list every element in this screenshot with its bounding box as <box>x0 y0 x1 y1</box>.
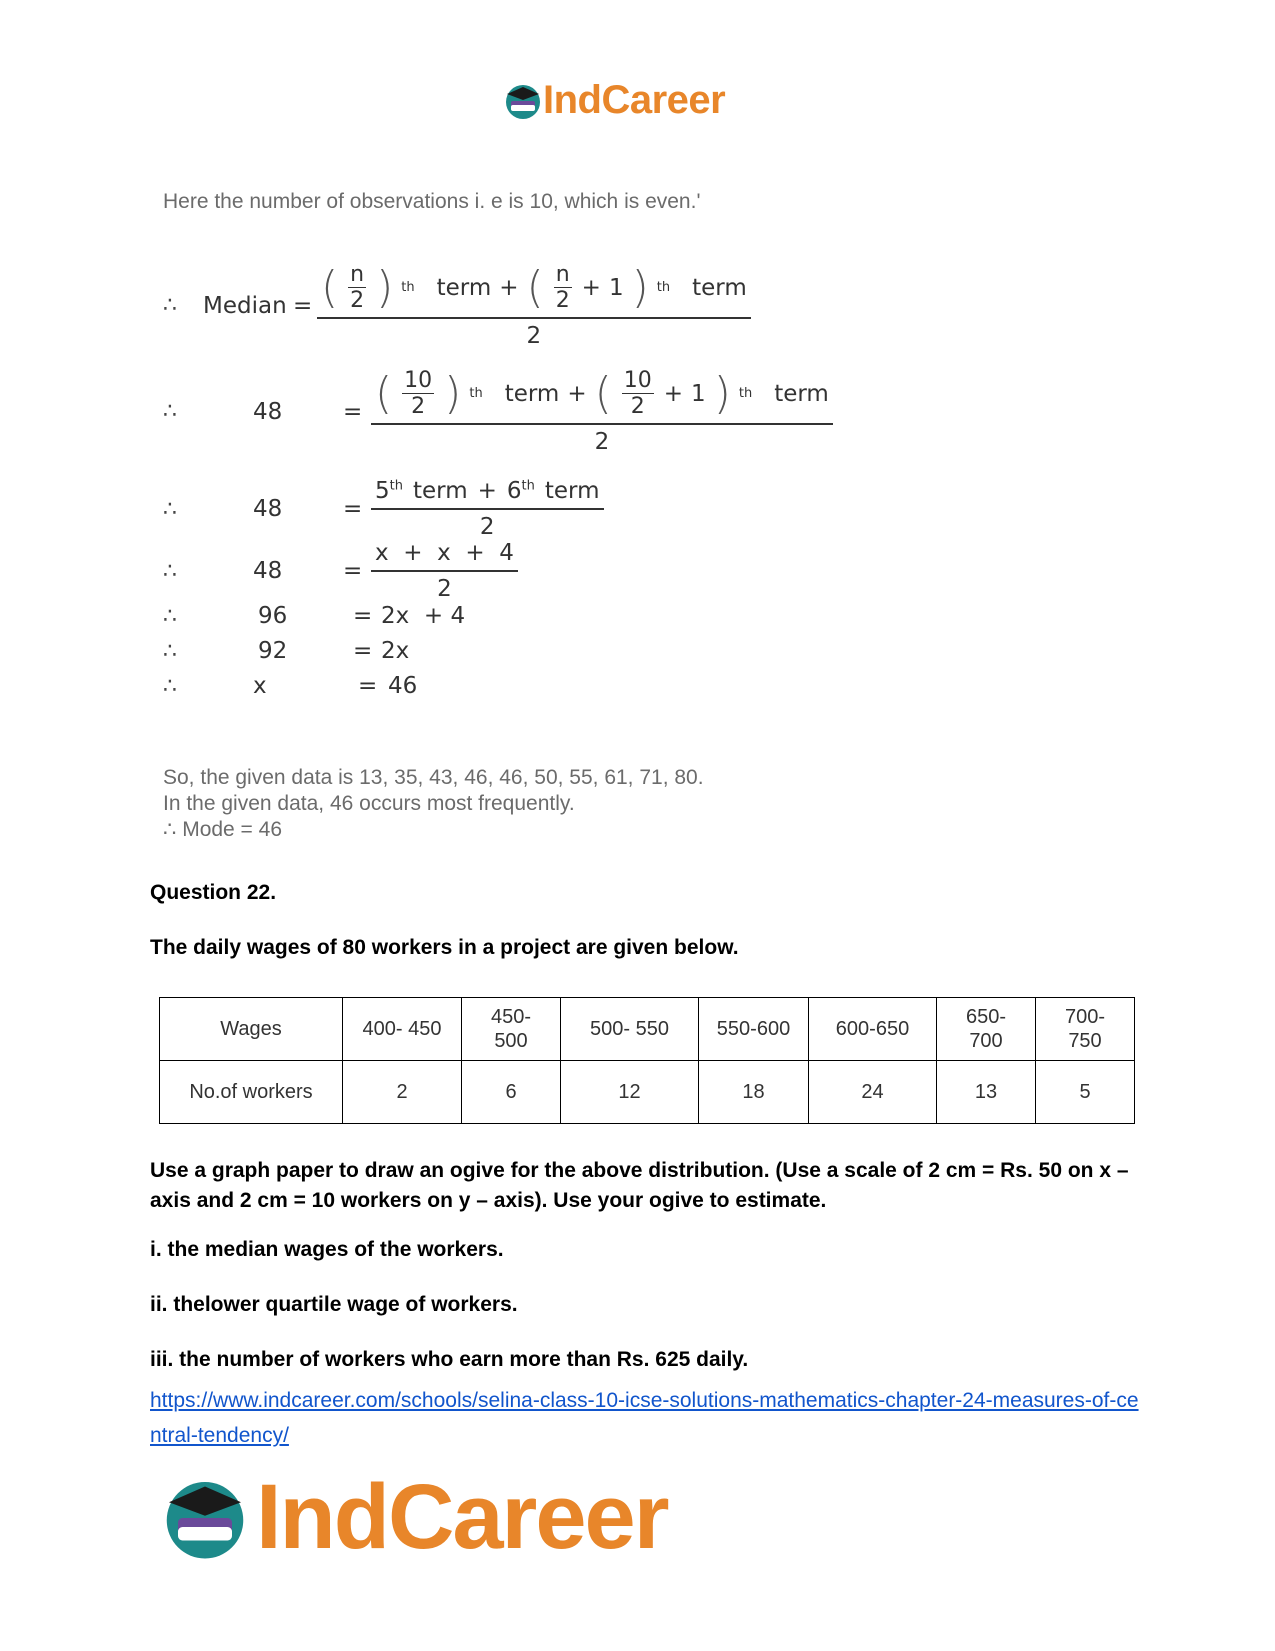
rhs-value: 2x <box>381 638 410 664</box>
lhs-value: 92 <box>258 638 288 664</box>
ten-digit: 10 <box>404 368 433 393</box>
x-row <box>163 540 518 602</box>
lhs-value: 48 <box>253 496 283 522</box>
term-word: term <box>774 380 829 407</box>
row-x <box>163 673 417 699</box>
terms-row <box>163 478 604 540</box>
terms-fraction: 5th term + 6th term 2 <box>371 478 604 540</box>
therefore-symbol: ∴ <box>163 673 177 699</box>
x-plus-x-plus-4: x + x + 4 <box>371 540 518 572</box>
median-fraction: ( $\frac{n}{2}$ ) th term + ( $\frac{n}{2}$ + 1 ) th term 2 <box>317 262 751 349</box>
two-digit: 2 <box>630 394 645 419</box>
equals-sign: = <box>353 603 373 629</box>
equals-sign: = <box>343 558 363 584</box>
table-row <box>160 1061 1135 1124</box>
source-link[interactable]: https://www.indcareer.com/schools/selina-class-10-icse-solutions-mathematics-chapter-24-measures-of-central-tendency/ <box>150 1389 1139 1447</box>
ten-digit: 10 <box>623 368 652 393</box>
workers-cell: 2 <box>343 1061 462 1124</box>
n-symbol: n <box>350 262 365 287</box>
equals-sign: = <box>343 496 363 522</box>
therefore-symbol: ∴ <box>163 638 177 664</box>
lhs-value: x <box>253 673 267 699</box>
th-superscript: th <box>389 478 403 494</box>
denominator: 2 <box>437 576 452 602</box>
two-digit: 2 <box>555 288 570 313</box>
question-number: Question 22. <box>150 881 277 904</box>
lhs-value: 48 <box>253 398 283 425</box>
graduation-cap-book-icon <box>503 81 543 121</box>
workers-cell: 12 <box>561 1061 699 1124</box>
substitution-fraction: ( $\frac{10}{2}$ ) th term + ( $\frac{10}{2}$ + 1 ) th term 2 <box>371 368 833 455</box>
question-part-ii: ii. thelower quartile wage of workers. <box>150 1293 518 1316</box>
th-superscript: th <box>738 386 753 401</box>
one-digit: 1 <box>691 380 706 407</box>
two-digit: 2 <box>350 288 365 313</box>
equals-sign: = <box>293 292 313 319</box>
logo-text: IndCareer <box>543 78 726 122</box>
rhs-value: 2x + 4 <box>381 603 466 629</box>
term-word: term <box>692 274 747 301</box>
wage-cell: 500- 550 <box>561 998 699 1061</box>
question-instruction: Use a graph paper to draw an ogive for the above distribution. (Use a scale of 2 cm = Rs. 50 on x – axis and 2 cm = 10 workers on y – axis). Use your ogive to estimate. <box>150 1159 1129 1212</box>
median-label: Median <box>203 292 287 319</box>
row-96 <box>163 603 465 629</box>
rhs-value: 46 <box>388 673 418 699</box>
therefore-symbol: ∴ <box>163 603 177 629</box>
therefore-symbol: ∴ <box>163 399 177 424</box>
wage-cell: 600-650 <box>809 998 937 1061</box>
row-header-workers: No.of workers <box>160 1061 343 1124</box>
wages-table <box>159 997 1135 1124</box>
lhs-value: 48 <box>253 558 283 584</box>
term-word: term <box>412 478 468 504</box>
logo-header <box>503 78 725 123</box>
question-part-i: i. the median wages of the workers. <box>150 1238 504 1261</box>
logo-text: IndCareer <box>256 1466 668 1568</box>
term-word: term <box>544 478 600 504</box>
conclusion-line-3: ∴ Mode = 46 <box>163 818 283 841</box>
row-header-wages: Wages <box>160 998 343 1061</box>
equals-sign: = <box>343 398 363 425</box>
workers-cell: 6 <box>462 1061 561 1124</box>
workers-cell: 24 <box>809 1061 937 1124</box>
lhs-value: 96 <box>258 603 288 629</box>
x-fraction <box>371 540 518 602</box>
wage-cell: 550-600 <box>699 998 809 1061</box>
denominator: 2 <box>594 429 610 455</box>
wage-cell: 700- 750 <box>1036 998 1135 1061</box>
denominator: 2 <box>479 514 495 540</box>
one-digit: 1 <box>608 274 624 301</box>
six-digit: 6 <box>506 478 522 504</box>
median-formula-row <box>163 262 751 349</box>
term-word: term <box>436 274 492 301</box>
workers-cell: 13 <box>937 1061 1036 1124</box>
table-row <box>160 998 1135 1061</box>
equals-sign: = <box>358 673 378 699</box>
two-digit: 2 <box>411 394 426 419</box>
row-92 <box>163 638 409 664</box>
th-superscript: th <box>401 280 415 295</box>
equals-sign: = <box>353 638 373 664</box>
therefore-symbol: ∴ <box>163 558 177 584</box>
wage-cell: 400- 450 <box>343 998 462 1061</box>
question-part-iii: iii. the number of workers who earn more than Rs. 625 daily. <box>150 1348 749 1371</box>
denominator: 2 <box>526 323 542 349</box>
therefore-symbol: ∴ <box>163 496 177 522</box>
th-superscript: th <box>656 280 671 295</box>
logo-footer <box>160 1465 668 1570</box>
conclusion-line-2: In the given data, 46 occurs most frequently. <box>163 792 575 815</box>
question-statement: The daily wages of 80 workers in a project are given below. <box>150 936 739 959</box>
n-symbol: n <box>555 262 570 287</box>
therefore-symbol: ∴ <box>163 293 177 318</box>
five-digit: 5 <box>375 478 390 504</box>
th-superscript: th <box>521 478 535 494</box>
term-word: term <box>504 380 560 407</box>
graduation-cap-book-icon <box>160 1473 250 1563</box>
conclusion <box>163 765 704 843</box>
intro-text: Here the number of observations i. e is 10, which is even.' <box>163 190 701 213</box>
wage-cell: 650- 700 <box>937 998 1036 1061</box>
th-superscript: th <box>469 386 483 401</box>
workers-cell: 5 <box>1036 1061 1135 1124</box>
wage-cell: 450- 500 <box>462 998 561 1061</box>
substitution-row <box>163 368 833 455</box>
workers-cell: 18 <box>699 1061 809 1124</box>
conclusion-line-1: So, the given data is 13, 35, 43, 46, 46, 50, 55, 61, 71, 80. <box>163 766 704 789</box>
